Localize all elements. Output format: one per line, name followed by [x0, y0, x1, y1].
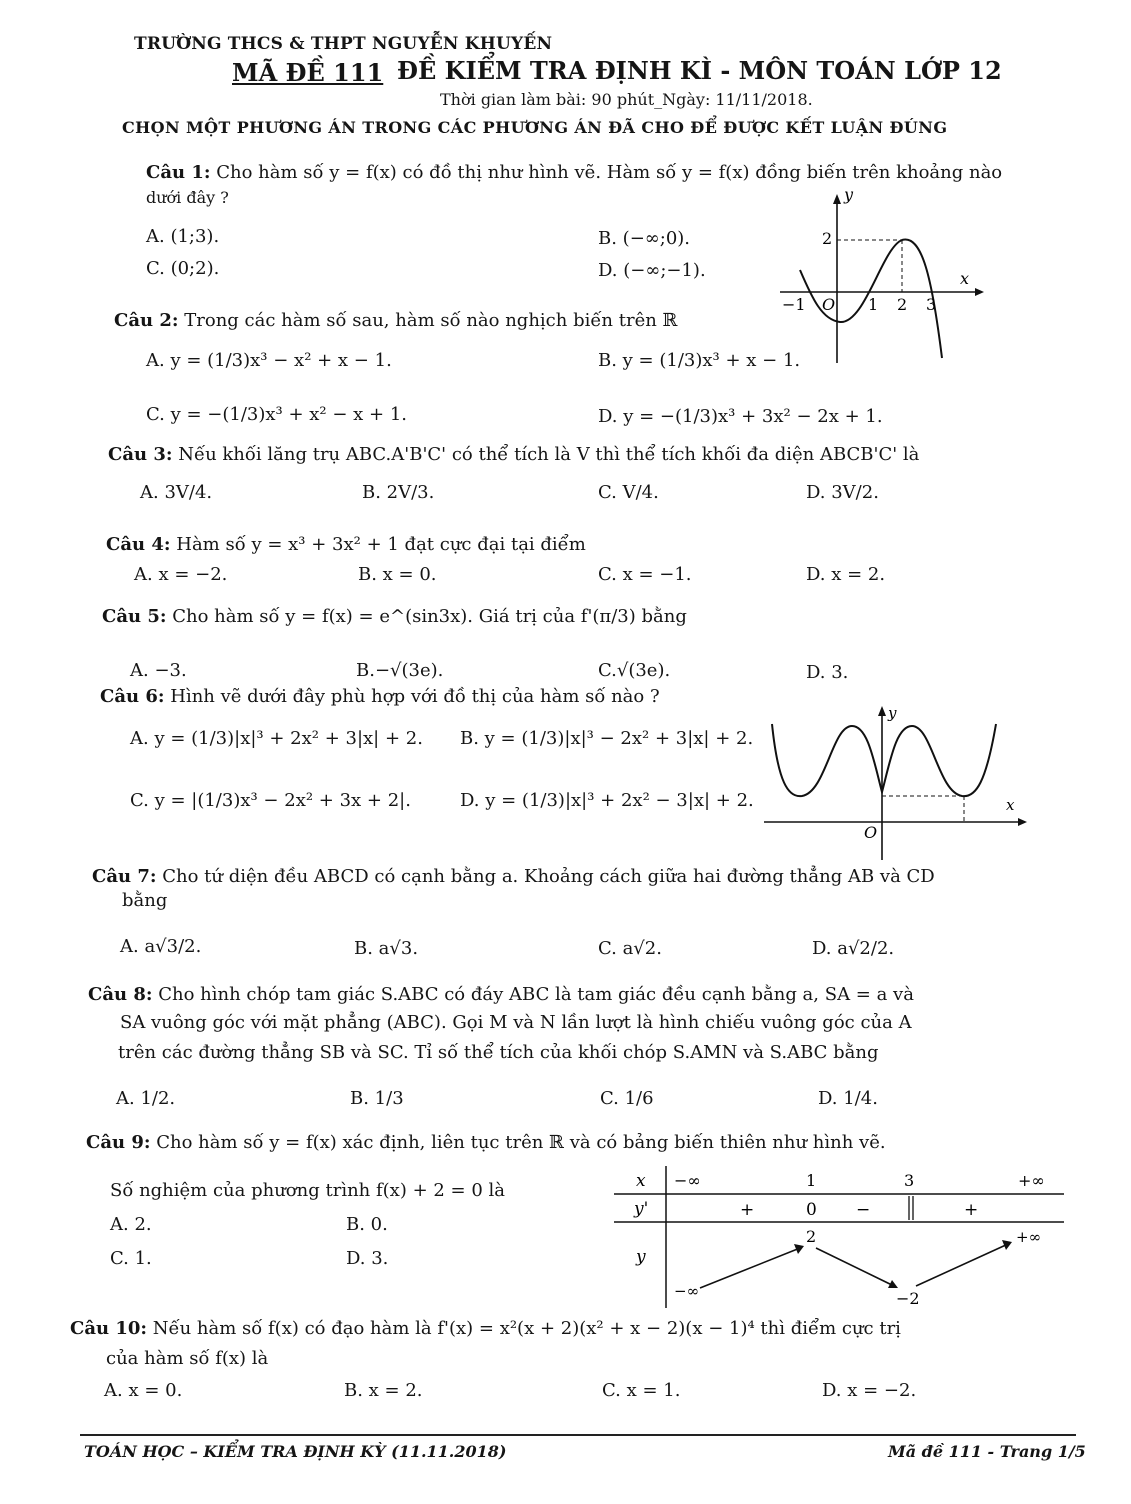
q1-option-d[interactable]: D. (−∞;−1). [598, 260, 706, 281]
q1-graph-two: 2 [822, 229, 833, 248]
question-6 [100, 686, 660, 707]
question-1 [146, 162, 1002, 183]
q4-option-d[interactable]: D. x = 2. [806, 564, 886, 585]
q5-label: Câu 5: [102, 606, 167, 627]
q1-option-c[interactable]: C. (0;2). [146, 258, 220, 279]
instruction: CHỌN MỘT PHƯƠNG ÁN TRONG CÁC PHƯƠNG ÁN ĐÃ CHO ĐỂ ĐƯỢC KẾT LUẬN ĐÚNG [122, 118, 948, 137]
question-4 [106, 534, 586, 555]
q7-option-a[interactable]: A. a√3/2. [120, 936, 202, 957]
q6-option-b[interactable]: B. y = (1/3)|x|³ − 2x² + 3|x| + 2. [460, 728, 754, 749]
q1-graph-minus-one: −1 [782, 295, 806, 314]
q9-table-x-one: 1 [806, 1171, 817, 1190]
q6-option-c[interactable]: C. y = |(1/3)x³ − 2x² + 3x + 2|. [130, 790, 411, 811]
q7-option-b[interactable]: B. a√3. [354, 938, 419, 959]
q10-option-d[interactable]: D. x = −2. [822, 1380, 917, 1401]
q8-option-c[interactable]: C. 1/6 [600, 1088, 654, 1109]
q6-graph-y-label: y [888, 704, 897, 722]
q2-label: Câu 2: [114, 310, 179, 331]
q1-graph-x-label: x [960, 269, 970, 288]
exam-time: Thời gian làm bài: 90 phút_Ngày: 11/11/2018. [440, 90, 813, 109]
q6-graph-x-label: x [1006, 796, 1015, 814]
q5-text: Cho hàm số y = f(x) = e^(sin3x). Giá trị của f'(π/3) bằng [172, 606, 687, 627]
q9-table-y-neg-inf: −∞ [674, 1282, 700, 1300]
exam-title: ĐỀ KIỂM TRA ĐỊNH KÌ - MÔN TOÁN LỚP 12 [397, 56, 1002, 85]
q9-table-y-label: y [636, 1247, 646, 1267]
q9-table-x-label: x [636, 1171, 646, 1191]
q4-option-b[interactable]: B. x = 0. [358, 564, 437, 585]
q3-text: Nếu khối lăng trụ ABC.A'B'C' có thể tích là V thì thể tích khối đa diện ABCB'C' là [178, 444, 920, 465]
q9-table-sign-plus-2: + [964, 1200, 979, 1220]
q10-option-a[interactable]: A. x = 0. [104, 1380, 183, 1401]
q3-label: Câu 3: [108, 444, 173, 465]
q9-table-sign-plus-1: + [740, 1200, 755, 1220]
q4-text: Hàm số y = x³ + 3x² + 1 đạt cực đại tại điểm [176, 534, 586, 555]
q3-option-a[interactable]: A. 3V/4. [140, 482, 213, 503]
q1-graph-one: 1 [868, 295, 879, 314]
exam-code: MÃ ĐỀ 111 [232, 58, 384, 87]
q8-option-a[interactable]: A. 1/2. [116, 1088, 176, 1109]
q3-option-b[interactable]: B. 2V/3. [362, 482, 435, 503]
q1-graph [770, 188, 990, 366]
q4-label: Câu 4: [106, 534, 171, 555]
q8-text: Cho hình chóp tam giác S.ABC có đáy ABC là tam giác đều cạnh bằng a, SA = a và [158, 984, 914, 1005]
q7-option-c[interactable]: C. a√2. [598, 938, 662, 959]
q9-text-2: Số nghiệm của phương trình f(x) + 2 = 0 là [110, 1180, 506, 1201]
q9-table-sign-minus: − [856, 1200, 871, 1220]
q6-option-a[interactable]: A. y = (1/3)|x|³ + 2x² + 3|x| + 2. [130, 728, 423, 749]
footer-left: TOÁN HỌC – KIỂM TRA ĐỊNH KỲ (11.11.2018) [84, 1442, 507, 1461]
q1-label: Câu 1: [146, 162, 211, 183]
q9-table-y-pos-inf: +∞ [1016, 1228, 1042, 1246]
question-3 [108, 444, 919, 465]
school-name: TRƯỜNG THCS & THPT NGUYỄN KHUYẾN [134, 34, 553, 54]
q10-option-c[interactable]: C. x = 1. [602, 1380, 681, 1401]
question-9 [86, 1132, 886, 1153]
q2-option-c[interactable]: C. y = −(1/3)x³ + x² − x + 1. [146, 404, 407, 425]
q9-text: Cho hàm số y = f(x) xác định, liên tục trên ℝ và có bảng biến thiên như hình vẽ. [156, 1132, 886, 1153]
q4-option-a[interactable]: A. x = −2. [134, 564, 228, 585]
q4-option-c[interactable]: C. x = −1. [598, 564, 692, 585]
q9-option-b[interactable]: B. 0. [346, 1214, 388, 1235]
q8-option-b[interactable]: B. 1/3 [350, 1088, 404, 1109]
question-10 [70, 1318, 901, 1339]
q1-option-b[interactable]: B. (−∞;0). [598, 228, 691, 249]
q1-text-2: dưới đây ? [146, 188, 229, 207]
q9-table-yprime-label: y' [634, 1199, 649, 1219]
q10-option-b[interactable]: B. x = 2. [344, 1380, 423, 1401]
q1-graph-two-x: 2 [897, 295, 908, 314]
q2-text: Trong các hàm số sau, hàm số nào nghịch biến trên ℝ [184, 310, 678, 331]
question-7 [92, 866, 935, 887]
q7-text: Cho tứ diện đều ABCD có cạnh bằng a. Khoảng cách giữa hai đường thẳng AB và CD [162, 866, 935, 887]
q9-variation-table [612, 1164, 1068, 1312]
q1-graph-origin: O [822, 295, 836, 314]
q6-option-d[interactable]: D. y = (1/3)|x|³ + 2x² − 3|x| + 2. [460, 790, 754, 811]
q9-option-c[interactable]: C. 1. [110, 1248, 152, 1269]
q9-table-x-pos-inf: +∞ [1018, 1171, 1045, 1190]
q1-graph-three: 3 [926, 295, 937, 314]
q9-option-d[interactable]: D. 3. [346, 1248, 389, 1269]
q10-label: Câu 10: [70, 1318, 148, 1339]
q1-graph-y-label: y [844, 188, 854, 204]
q10-text-2: của hàm số f(x) là [106, 1348, 269, 1369]
q3-option-d[interactable]: D. 3V/2. [806, 482, 879, 503]
q7-label: Câu 7: [92, 866, 157, 887]
footer-right: Mã đề 111 - Trang 1/5 [888, 1442, 1086, 1461]
q10-text: Nếu hàm số f(x) có đạo hàm là f'(x) = x²(x + 2)(x² + x − 2)(x − 1)⁴ thì điểm cực trị [152, 1318, 901, 1339]
q6-graph-origin: O [864, 823, 878, 842]
q5-option-d[interactable]: D. 3. [806, 662, 849, 683]
q8-label: Câu 8: [88, 984, 153, 1005]
q5-option-b[interactable]: B.−√(3e). [356, 660, 444, 681]
q8-text-2: SA vuông góc với mặt phẳng (ABC). Gọi M và N lần lượt là hình chiếu vuông góc của A [120, 1012, 912, 1033]
q7-option-d[interactable]: D. a√2/2. [812, 938, 895, 959]
q9-table-zero: 0 [806, 1200, 817, 1220]
q8-option-d[interactable]: D. 1/4. [818, 1088, 878, 1109]
footer-divider [80, 1434, 1076, 1436]
q9-table-y-two: 2 [806, 1227, 817, 1246]
q9-option-a[interactable]: A. 2. [110, 1214, 152, 1235]
q9-table-x-neg-inf: −∞ [674, 1171, 701, 1190]
q5-option-a[interactable]: A. −3. [130, 660, 187, 681]
q6-text: Hình vẽ dưới đây phù hợp với đồ thị của hàm số nào ? [170, 686, 660, 707]
q6-label: Câu 6: [100, 686, 165, 707]
q1-text: Cho hàm số y = f(x) có đồ thị như hình vẽ. Hàm số y = f(x) đồng biến trên khoảng nào [216, 162, 1003, 183]
question-2 [114, 310, 678, 331]
q6-graph [760, 702, 1030, 862]
q3-option-c[interactable]: C. V/4. [598, 482, 659, 503]
q9-table-x-three: 3 [904, 1171, 915, 1190]
question-5 [102, 606, 687, 627]
q8-text-3: trên các đường thẳng SB và SC. Tỉ số thể tích của khối chóp S.AMN và S.ABC bằng [118, 1042, 879, 1063]
q2-option-b[interactable]: B. y = (1/3)x³ + x − 1. [598, 350, 801, 371]
q9-table-y-minus-two: −2 [896, 1289, 920, 1308]
q1-option-a[interactable]: A. (1;3). [146, 226, 220, 247]
q7-text-2: bằng [122, 890, 168, 911]
question-8 [88, 984, 914, 1005]
q9-label: Câu 9: [86, 1132, 151, 1153]
q2-option-d[interactable]: D. y = −(1/3)x³ + 3x² − 2x + 1. [598, 406, 883, 427]
q2-option-a[interactable]: A. y = (1/3)x³ − x² + x − 1. [146, 350, 392, 371]
q5-option-c[interactable]: C.√(3e). [598, 660, 671, 681]
